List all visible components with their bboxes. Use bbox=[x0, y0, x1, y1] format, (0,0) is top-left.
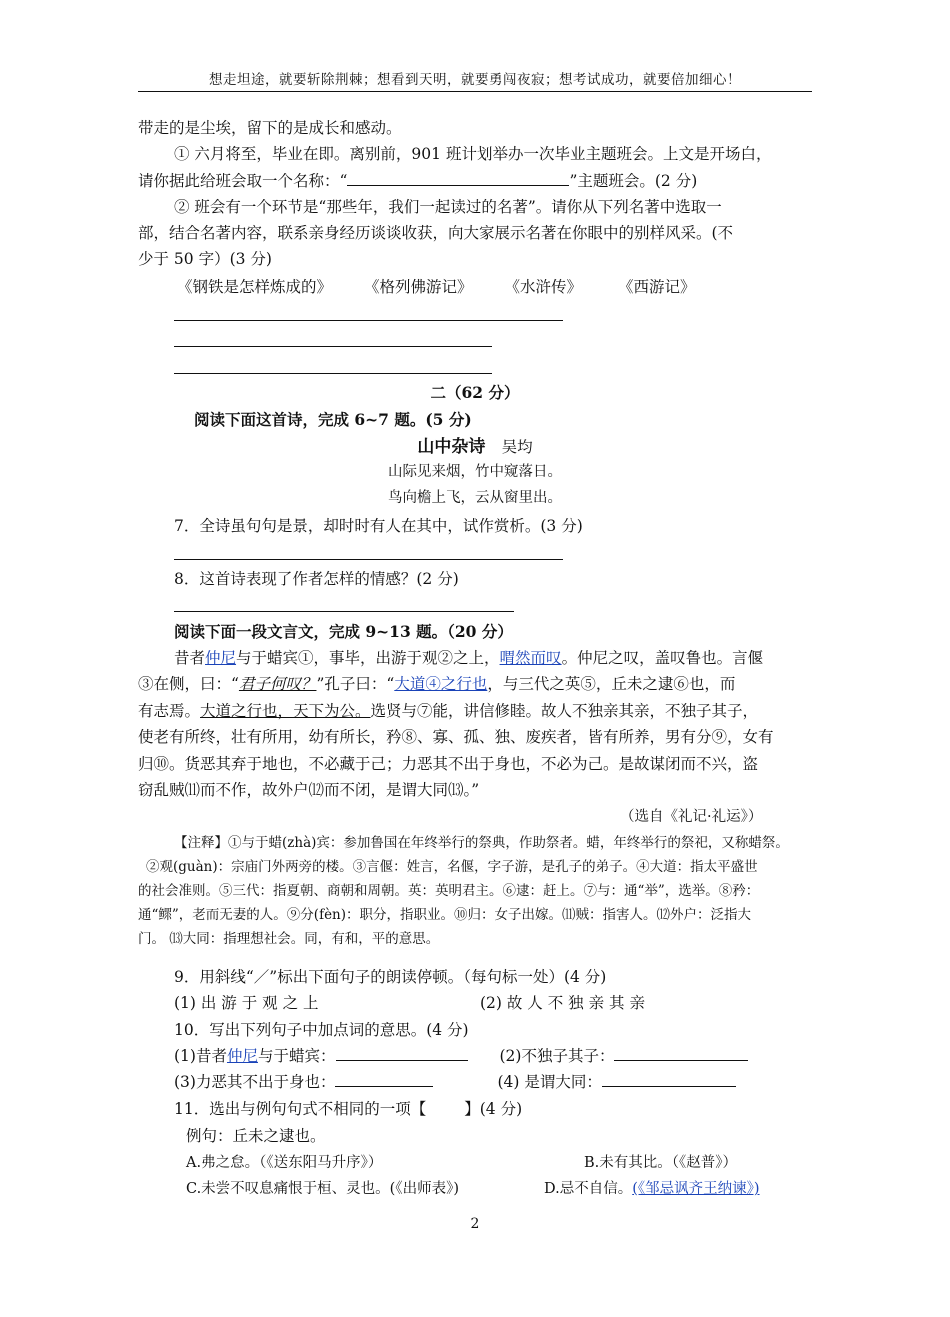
classical-p1 bbox=[174, 646, 854, 670]
poem-instruction: 阅读下面这首诗，完成 6~7 题。(5 分) bbox=[194, 410, 472, 429]
poem-line: 鸟向檐上飞，云从窗里出。 bbox=[388, 490, 562, 506]
book-list bbox=[177, 275, 857, 299]
q2-line3: 少于 50 字）(3 分) bbox=[138, 250, 272, 268]
q2-answer-line[interactable] bbox=[174, 373, 492, 374]
q2-line2: 部，结合名著内容，联系亲身经历谈谈收获，向大家展示名著在你眼中的别样风采。(不 bbox=[138, 224, 734, 242]
book-option: 《水浒传》 bbox=[504, 278, 583, 296]
q8-text: 8．这首诗表现了作者怎样的情感？(2 分) bbox=[174, 570, 459, 588]
q11-text bbox=[174, 1097, 854, 1121]
annotation-line: ②观(guàn)：宗庙门外两旁的楼。③言偃：姓言，名偃，字子游，是孔子的弟子。④大道：指太平盛世 bbox=[146, 859, 758, 875]
text-run: 。仲尼之叹，盖叹鲁也。言偃 bbox=[561, 649, 764, 667]
q11-option-d: D.忌不自信。 bbox=[544, 1181, 633, 1197]
annotation-line: 的社会准则。⑤三代：指夏朝、商朝和周朝。英：英明君主。⑥逮：赶上。⑦与：通“举”，选举。⑧矜： bbox=[138, 883, 760, 899]
q11-option-c: C.未尝不叹息痛恨于桓、灵也。(《出师表》) bbox=[186, 1181, 459, 1197]
zhongni-link[interactable]: 仲尼 bbox=[205, 649, 237, 667]
q11-row-cd bbox=[186, 1177, 866, 1201]
q1-line1: ① 六月将至，毕业在即。离别前，901 班计划举办一次毕业主题班会。上文是开场白， bbox=[174, 145, 772, 163]
q11-score: 】(4 分) bbox=[464, 1100, 523, 1118]
q11-option-a: A.弗之怠。（《送东阳马升序》） bbox=[186, 1155, 383, 1171]
q11-example: 例句：丘未之逮也。 bbox=[186, 1127, 326, 1145]
q10-item-4: (4) 是谓大同： bbox=[497, 1073, 602, 1091]
q7-text: 7．全诗虽句句是景，却时时有人在其中，试作赏析。(3 分) bbox=[174, 517, 583, 535]
q1-line2 bbox=[138, 169, 818, 193]
poem-heading bbox=[138, 435, 812, 459]
classical-p6: 窃乱贼⑾而不作，故外户⑿而不闭，是谓大同⒀。” bbox=[138, 781, 480, 799]
intro-tail: 带走的是尘埃，留下的是成长和感动。 bbox=[138, 119, 402, 137]
classical-p5: 归⑩。货恶其弃于地也，不必藏于己；力恶其不出于身也，不必为己。是故谋闭而不兴，盗 bbox=[138, 755, 759, 773]
text-run: ③在侧，曰：“ bbox=[138, 675, 239, 693]
dadao-link[interactable]: 大道④之行也 bbox=[394, 675, 488, 693]
poem-title: 山中杂诗 bbox=[417, 437, 486, 457]
poem-author: 吴均 bbox=[501, 438, 533, 456]
q2-answer-line[interactable] bbox=[174, 346, 492, 347]
q10-text: 10．写出下列句子中加点词的意思。(4 分) bbox=[174, 1021, 469, 1039]
poem-line: 山际见来烟，竹中窥落日。 bbox=[388, 464, 562, 480]
page-number: 2 bbox=[470, 1216, 480, 1232]
q11-prompt: 11．选出与例句句式不相同的一项【 bbox=[174, 1100, 427, 1118]
q10-row-2 bbox=[174, 1070, 854, 1094]
annotation-line: 通“鳏”，老而无妻的人。⑨分(fèn)：职分，指职业。⑩归：女子出嫁。⑾贼：指害人。⑿外户：泛指大 bbox=[138, 907, 752, 923]
text-run: 选贤与⑦能，讲信修睦。故人不独亲其亲，不独子其子， bbox=[370, 702, 759, 720]
zhongni-link[interactable]: 仲尼 bbox=[226, 1047, 258, 1065]
text-run: ，与三代之英⑤，丘未之逮⑥也，而 bbox=[487, 675, 736, 693]
kuiranertan-link[interactable]: 喟然而叹 bbox=[499, 649, 562, 667]
q9-sentence-2: (2) 故 人 不 独 亲 其 亲 bbox=[480, 994, 645, 1012]
annotation-line: 【注释】①与于蜡(zhà)宾：参加鲁国在年终举行的祭典，作助祭者。蜡，年终举行的祭祀，又称蜡祭。 bbox=[174, 835, 789, 851]
classical-p2 bbox=[138, 672, 818, 696]
annotation-line: 门。 ⒀大同：指理想社会。同，有和，平的意思。 bbox=[138, 931, 440, 947]
book-option: 《西游记》 bbox=[618, 278, 696, 296]
q10-item-1-a: (1)昔者 bbox=[174, 1047, 227, 1065]
page-header-motto: 想走坦途，就要斩除荆棘；想看到天明，就要勇闯夜寂；想考试成功，就要倍加细心！ bbox=[138, 70, 812, 92]
classical-p3 bbox=[138, 699, 818, 723]
book-option: 《钢铁是怎样炼成的》 bbox=[177, 278, 333, 296]
q9-text: 9．用斜线“／”标出下面句子的朗读停顿。（每句标一处）(4 分) bbox=[174, 968, 607, 986]
q10-answer-blank[interactable] bbox=[336, 1044, 468, 1061]
q11-option-b: B.未有其比。（《赵普》） bbox=[584, 1155, 738, 1171]
text-run: ”孔子曰：“ bbox=[316, 675, 395, 693]
text-run: 有志焉。 bbox=[138, 702, 201, 720]
underlined-phrase: 君子何叹？ bbox=[238, 675, 317, 693]
q10-item-3: (3)力恶其不出于身也： bbox=[174, 1073, 336, 1091]
q10-item-1-c: 与于蜡宾： bbox=[257, 1047, 336, 1065]
q1-prompt: 请你据此给班会取一个名称：“ bbox=[138, 172, 348, 190]
book-option: 《格列佛游记》 bbox=[364, 278, 473, 296]
text-run: 昔者 bbox=[174, 649, 206, 667]
q10-answer-blank[interactable] bbox=[614, 1044, 748, 1061]
q10-row-1 bbox=[174, 1044, 854, 1068]
classical-source: （选自《礼记·礼运》） bbox=[620, 809, 763, 825]
classical-p4: 使老有所终，壮有所用，幼有所长，矜⑧、寡、孤、独、废疾者，皆有所养，男有分⑨，女有 bbox=[138, 728, 774, 746]
q1-suffix: ”主题班会。(2 分) bbox=[569, 172, 698, 190]
q9-sentence-1: (1) 出 游 于 观 之 上 bbox=[174, 994, 319, 1012]
q8-answer-line[interactable] bbox=[174, 611, 514, 612]
q10-answer-blank[interactable] bbox=[335, 1070, 433, 1087]
classical-instruction: 阅读下面一段文言文，完成 9~13 题。（20 分） bbox=[174, 622, 513, 641]
q7-answer-line[interactable] bbox=[174, 559, 563, 560]
q2-line1: ② 班会有一个环节是“那些年，我们一起读过的名著”。请你从下列名著中选取一 bbox=[174, 198, 722, 216]
q10-item-2: (2)不独子其子： bbox=[499, 1047, 615, 1065]
q1-answer-blank[interactable] bbox=[347, 169, 569, 186]
q2-answer-line[interactable] bbox=[174, 320, 563, 321]
zouji-link[interactable]: (《邹忌讽齐王纳谏》) bbox=[632, 1181, 760, 1197]
q11-row-ab bbox=[186, 1151, 866, 1175]
q9-sentences bbox=[174, 991, 854, 1015]
underlined-phrase: 大道之行也，天下为公。 bbox=[200, 702, 371, 720]
text-run: 与于蜡宾①，事毕，出游于观②之上， bbox=[236, 649, 500, 667]
q10-answer-blank[interactable] bbox=[602, 1070, 736, 1087]
section-2-title: 二（62 分） bbox=[430, 383, 520, 402]
